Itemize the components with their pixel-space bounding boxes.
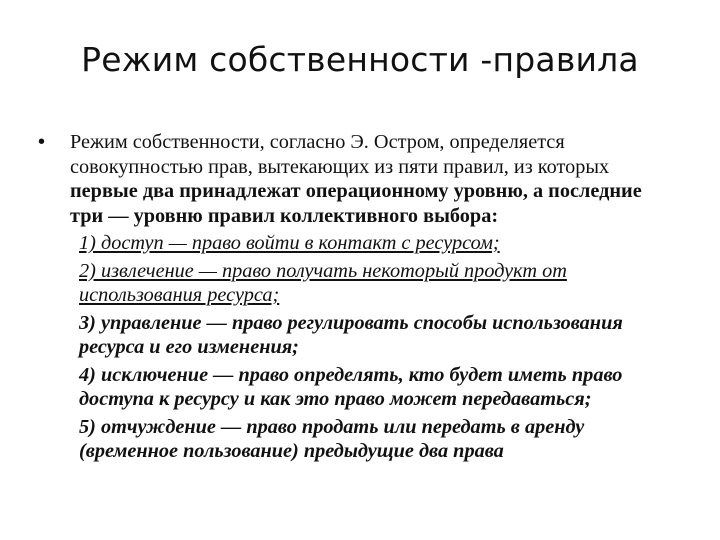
slide-body: [38, 130, 668, 464]
rights-list: [38, 231, 668, 464]
list-item-withdrawal: 2) извлечение — право получать некоторый продукт от использования ресурса;: [79, 259, 567, 306]
list-item-management: 3) управление — право регулировать способы использования ресурса и его изменения;: [79, 311, 623, 358]
list-item-alienation: 5) отчуждение — право продать или передать в аренду (временное пользование) предыдущие два права: [79, 415, 585, 462]
list-item-exclusion: 4) исключение — право определять, кто будет иметь право доступа к ресурсу и как это право может передаваться;: [79, 363, 623, 410]
intro-bold-text: первые два принадлежат операционному уровню, а последние три — уровню правил коллективного выбора:: [70, 180, 642, 227]
bullet-paragraph: [38, 130, 668, 228]
bullet-icon: •: [38, 131, 46, 153]
slide-title: Режим собственности -правила: [81, 40, 639, 79]
intro-text: Режим собственности, согласно Э. Остром, определяется совокупностью прав, вытекающих из пяти правил, из которых: [70, 131, 610, 178]
list-item-access: 1) доступ — право войти в контакт с ресурсом;: [79, 232, 500, 254]
